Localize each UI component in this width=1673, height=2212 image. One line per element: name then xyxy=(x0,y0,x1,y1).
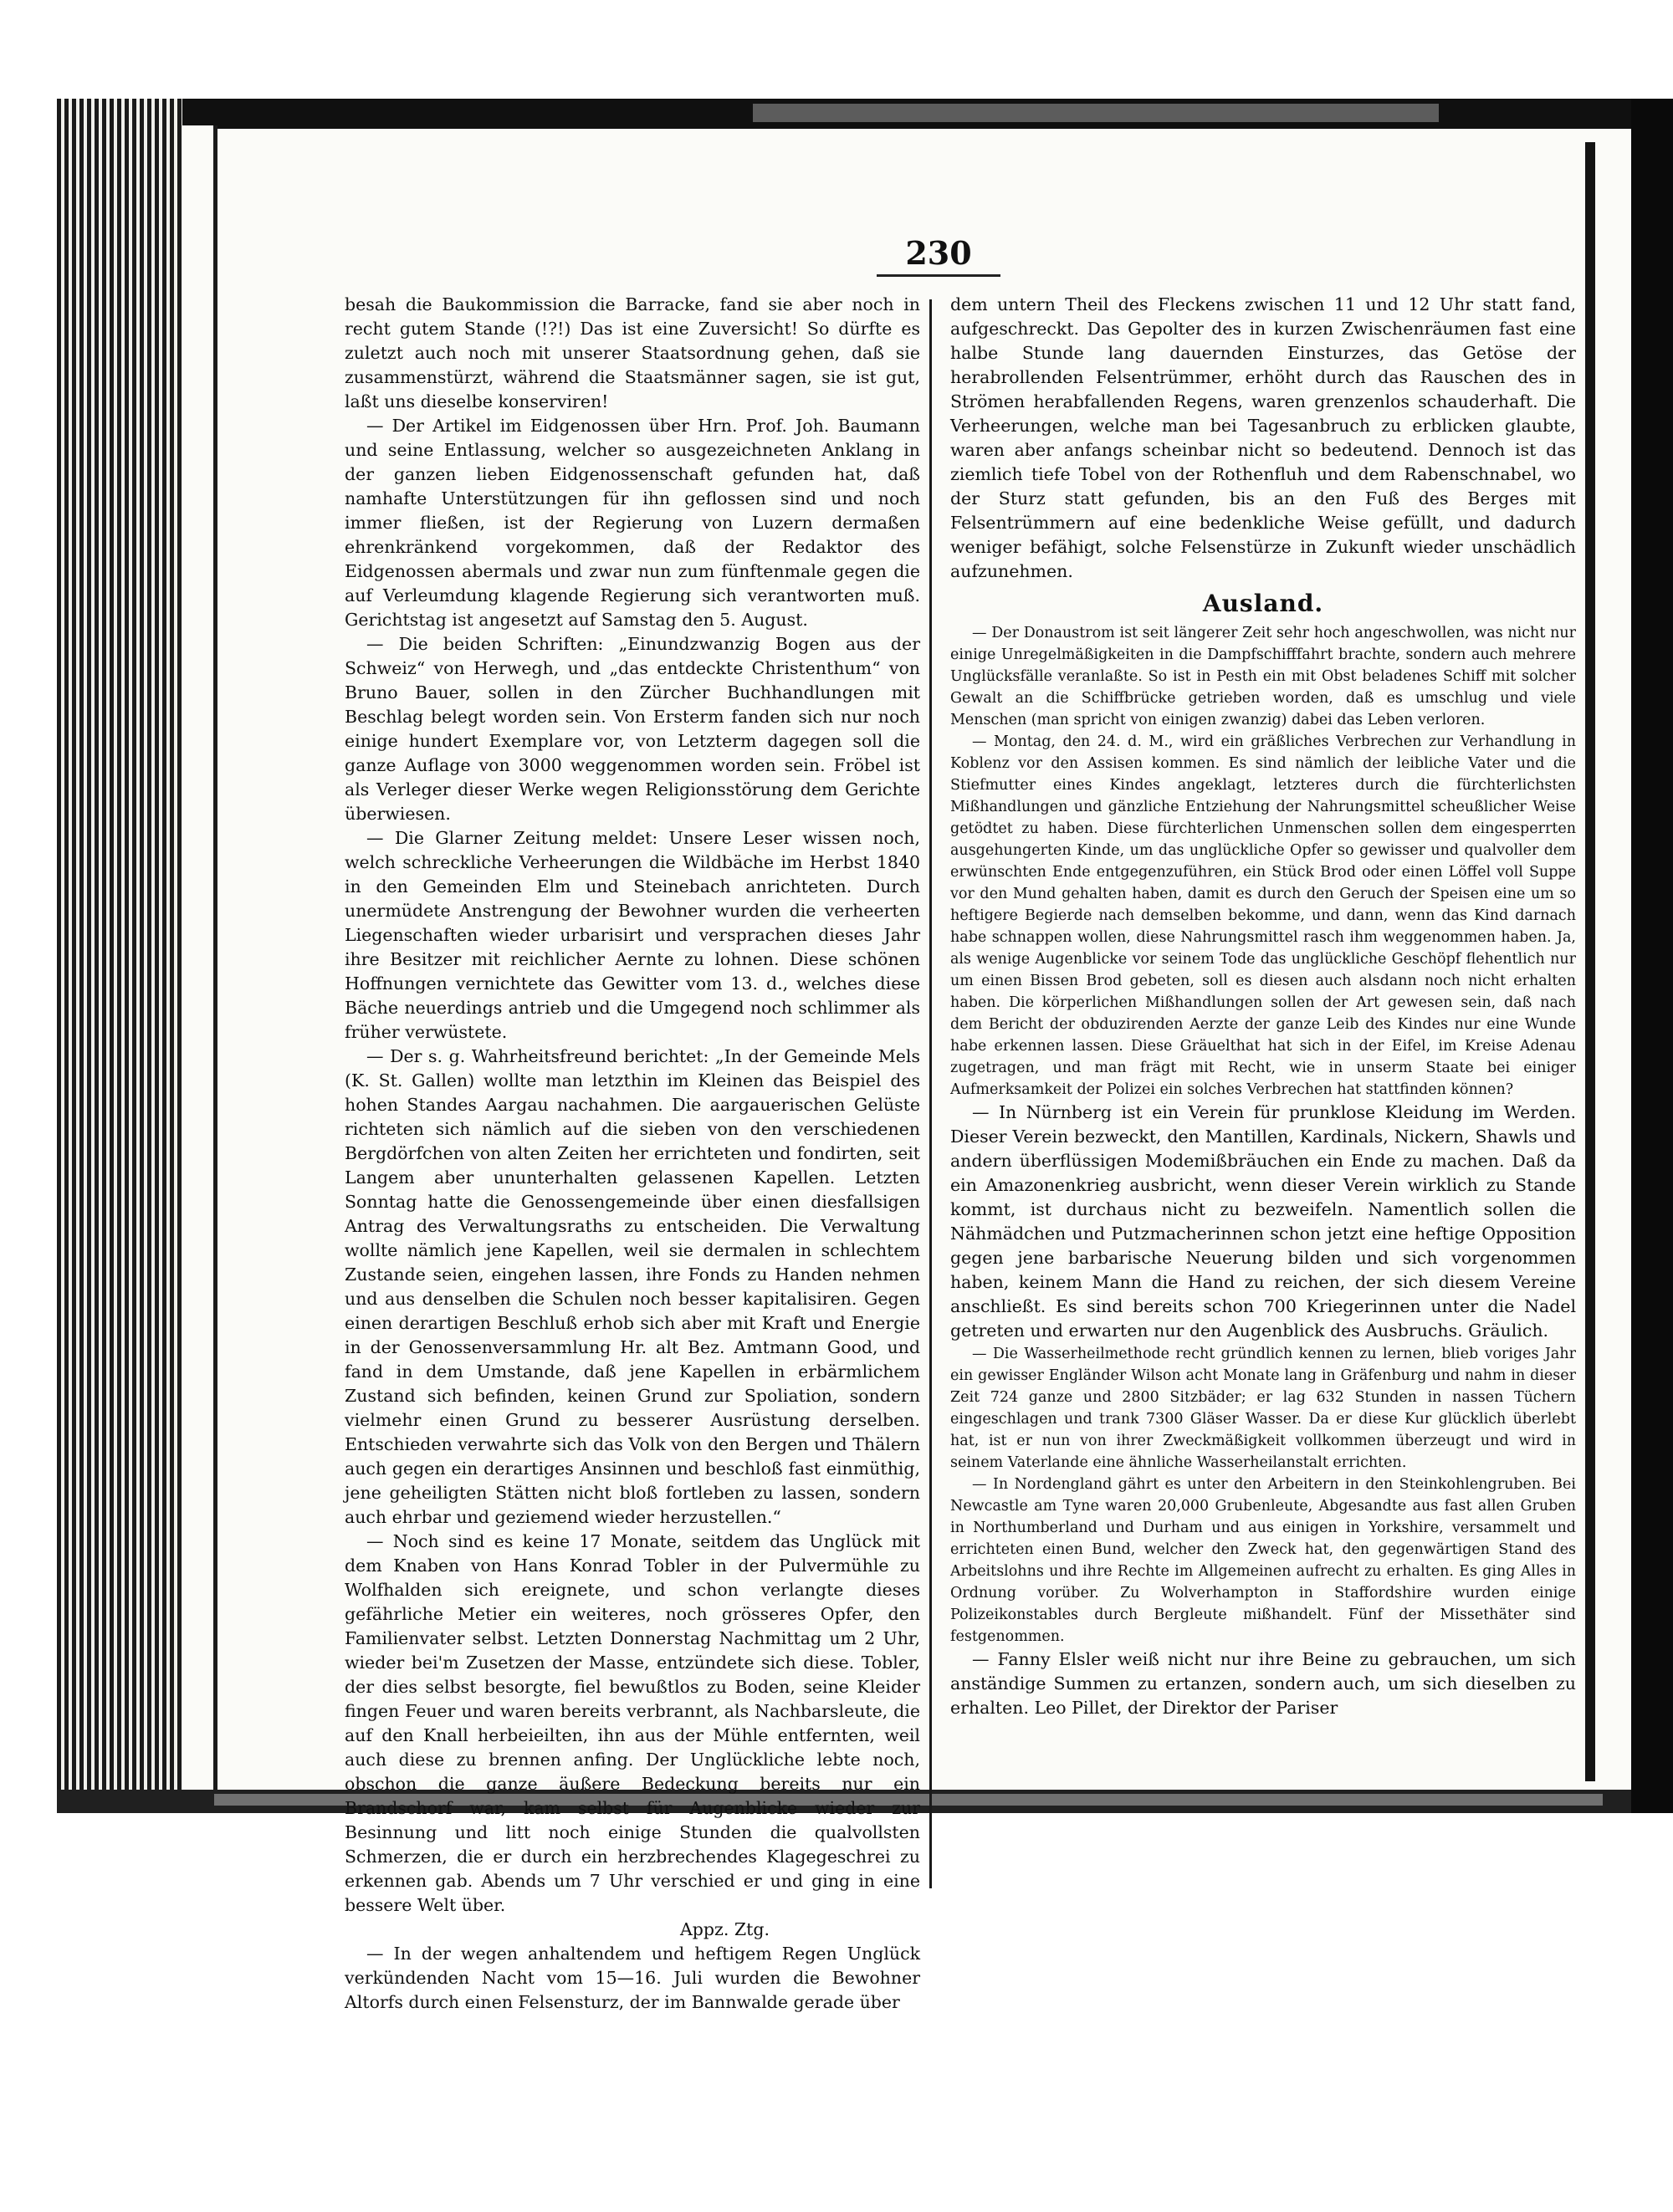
source-attribution: Appz. Ztg. xyxy=(679,1919,770,1939)
article-paragraph: — Der Donaustrom ist seit längerer Zeit sehr hoch angeschwollen, was nicht nur einige Unregelmäßigkeiten in die Dampfschifffahrt brachte, sondern auch mehrere Unglücksfälle veranlaßte. So ist in Pesth ein mit Obst beladenes Schiff mit solcher Gewalt an die Schiffbrücke getrieben worden, daß es umschlug und viele Menschen (man spricht von einigen zwanzig) dabei das Leben verloren. xyxy=(950,625,1576,728)
article-paragraph: — Die beiden Schriften: „Einundzwanzig Bogen aus der Schweiz“ von Herwegh, und „das entdeckte Christenthum“ von Bruno Bauer, sollen in den Zürcher Buchhandlungen mit Beschlag belegt worden sein. Von Ersterm fanden sich nur noch einige hundert Exemplare vor, von Letzterm dagegen soll die ganze Auflage von 3000 weggenommen worden sein. Fröbel ist als Verleger dieser Werke wegen Religionsstörung dem Gerichte überwiesen. xyxy=(345,634,920,824)
article-paragraph: besah die Baukommission die Barracke, fand sie aber noch in recht gutem Stande (!?!) Das ist eine Zuversicht! So dürfte es zuletzt auch noch mit unserer Staatsordnung gehen, daß sie zusammenstürzt, während die Staatsmänner sagen, sie ist gut, laßt uns dieselbe konserviren! xyxy=(345,294,920,411)
page-margin-left xyxy=(182,125,214,1813)
article-paragraph: — Der s. g. Wahrheitsfreund berichtet: „In der Gemeinde Mels (K. St. Gallen) wollte man letzthin im Kleinen das Beispiel des hohen Standes Aargau nachahmen. Die aargauerischen Gelüste richteten sich nämlich auf die sieben von den verschiedenen Bergdörfchen von alten Zeiten her errichteten und fondirten, seit Langem aber ununterhalten gelassenen Kapellen. Letzten Sonntag hatte die Genossengemeinde über einen diesfallsigen Antrag des Verwaltungsraths zu entscheiden. Die Verwaltung wollte nämlich jene Kapellen, weil sie dermalen in schlechtem Zustande seien, eingehen lassen, ihre Fonds zu Handen nehmen und aus denselben die Schulen noch besser kapitalisiren. Gegen einen derartigen Beschluß erhob sich aber mit Kraft und Energie in der Genossenversammlung Hr. alt Bez. Amtmann Good, und fand in dem Umstande, daß jene Kapellen in erbärmlichem Zustand sich befinden, keinen Grund zur Spoliation, sondern vielmehr einen Grund zu besserer Ausrüstung derselben. Entschieden verwahrte sich das Volk von den Bergen und Thälern auch gegen ein derartiges Ansinnen und beschloß fast einmüthig, jene geheiligten Stätten nicht bloß fortleben zu lassen, sondern auch ehrbar und geziemend wieder herzustellen.“ xyxy=(345,1046,920,1527)
article-paragraph: — Montag, den 24. d. M., wird ein gräßliches Verbrechen zur Verhandlung in Koblenz vor den Assisen kommen. Es sind nämlich der leibliche Vater und die Stiefmutter eines Kindes angeklagt, letzteres durch die fürchterlichsten Mißhandlungen und gänzliche Entziehung der Nahrungsmittel scheußlicher Weise getödtet zu haben. Diese fürchterlichen Unmenschen sollen dem eingesperrten ausgehungerten Kinde, um das unglückliche Opfer so gewisser und qualvoller dem erwünschten Ende entgegenzuführen, ein Stück Brod oder einen Löffel voll Suppe vor den Mund gehalten haben, damit es durch den Geruch der Speisen eine um so heftigere Begierde nach demselben bekomme, und dann, wenn das Kind darnach habe schnappen wollen, diese Nahrungsmittel rasch ihm weggenommen haben. Ja, als wenige Augenblicke vor seinem Tode das unglückliche Geschöpf flehentlich nur um einen Bissen Brod gebeten, soll es diesen auch alsdann noch nicht erhalten haben. Die körperlichen Mißhandlungen sollen der Art gewesen sein, daß nach dem Bericht der obduzirenden Aerzte der ganze Leib des Kindes nur eine Wunde habe erkennen lassen. Diese Gräuelthat hat sich in der Eifel, im Kreise Adenau zugetragen, und man frägt mit Recht, wie in unserm Staate bei einiger Aufmerksamkeit der Polizei ein solches Verbrechen hat stattfinden können? xyxy=(950,733,1576,1098)
scan-border-top-highlight xyxy=(753,104,1439,122)
article-paragraph: — Der Artikel im Eidgenossen über Hrn. Prof. Joh. Baumann und seine Entlassung, welcher so ausgezeichneten Anklang in der ganzen lieben Eidgenossenschaft gefunden hat, daß namhafte Unterstützungen für ihn geflossen sind und noch immer fließen, ist der Regierung von Luzern dermaßen ehrenkränkend vorgekommen, daß der Redaktor des Eidgenossen abermals und zwar nun zum fünftenmale gegen die auf Verleumdung klagende Regierung sich verantworten muß. Gerichtstag ist angesetzt auf Samstag den 5. August. xyxy=(345,416,920,630)
article-paragraph: — Noch sind es keine 17 Monate, seitdem das Unglück mit dem Knaben von Hans Konrad Tobler in der Pulvermühle zu Wolfhalden sich ereignete, und schon verlangte dieses gefährliche Metier ein weiteres, noch grösseres Opfer, den Familienvater selbst. Letzten Donnerstag Nachmittag um 2 Uhr, wieder bei'm Zusetzen der Masse, entzündete sich diese. Tobler, der dies selbst besorgte, fiel bewußtlos zu Boden, seine Kleider fingen Feuer und waren bereits verbrannt, als Nachbarsleute, die auf den Knall herbeieilten, ihn aus der Mühle entfernten, weil auch diese zu brennen anfing. Der Unglückliche lebte noch, obschon die ganze äußere Bedeckung bereits nur ein Brandschorf war, kam selbst für Augenblicke wieder zur Besinnung und litt noch einige Stunden die qualvollsten Schmerzen, die er durch ein herzbrechendes Klagegeschrei zu erkennen gab. Abends um 7 Uhr verschied er und ging in eine bessere Welt über. xyxy=(345,1531,920,1915)
article-paragraph: — Die Wasserheilmethode recht gründlich kennen zu lernen, blieb voriges Jahr ein gewisser Engländer Wilson acht Monate lang in Gräfenburg und nahm in dieser Zeit 724 ganze und 2800 Sitzbäder; er lag 632 Stunden in nassen Tüchern eingeschlagen und trank 7300 Gläser Wasser. Da er diese Kur glücklich überlebt hat, ist er nun von ihrer Zweckmäßigkeit vollkommen überzeugt und wird in seinem Vaterlande eine ähnliche Wasserheilanstalt errichten. xyxy=(950,1346,1576,1471)
book-spine-edge xyxy=(57,99,182,1813)
article-paragraph: — In Nordengland gährt es unter den Arbeitern in den Steinkohlengruben. Bei Newcastle am Tyne waren 20,000 Grubenleute, Abgesandte aus fast allen Gruben in Northumberland und Durham und aus einigen in Yorkshire, versammelt und errichteten einen Bund, welcher den Zweck hat, den gegenwärtigen Stand des Arbeitslohns und ihre Rechte im Allgemeinen aufrecht zu erhalten. Es ging Alles in Ordnung vorüber. Zu Wolverhampton in Staffordshire wurden einige Polizeikonstables durch Bergleute mißhandelt. Fünf der Missethäter sind festgenommen. xyxy=(950,1476,1576,1645)
column-divider xyxy=(929,299,932,1888)
left-column xyxy=(345,293,920,2015)
article-paragraph: — In der wegen anhaltendem und heftigem Regen Unglück verkündenden Nacht vom 15—16. Juli wurden die Bewohner Altorfs durch einen Felsensturz, der im Bannwalde gerade über xyxy=(345,1944,920,2012)
section-heading-ausland: Ausland. xyxy=(1202,590,1324,617)
page-number: 230 xyxy=(905,234,972,272)
article-paragraph: — Fanny Elsler weiß nicht nur ihre Beine zu gebrauchen, um sich anständige Summen zu ertanzen, sondern auch, um sich dieselben zu erhalten. Leo Pillet, der Direktor der Pariser xyxy=(950,1649,1576,1718)
article-paragraph: — Die Glarner Zeitung meldet: Unsere Leser wissen noch, welch schreckliche Verheerungen die Wildbäche im Herbst 1840 in den Gemeinden Elm und Steinebach anrichteten. Durch unermüdete Anstrengung der Bewohner wurden die verheerten Liegenschaften wieder urbarisirt und versprachen dieses Jahr ihre Besitzer mit reichlicher Aernte zu lohnen. Diese schönen Hoffnungen vernichtete das Gewitter vom 13. d., welches diese Bäche neuerdings antrieb und die Umgegend noch schlimmer als früher verwüstete. xyxy=(345,828,920,1042)
scan-border-right xyxy=(1631,99,1673,1813)
scan-border-right-inner xyxy=(1585,142,1595,1781)
right-column xyxy=(950,293,1576,1720)
page-number-rule xyxy=(877,274,1000,277)
article-paragraph-continued: dem untern Theil des Fleckens zwischen 11 und 12 Uhr statt fand, aufgeschreckt. Das Gepolter des in kurzen Zwischenräumen fast eine halbe Stunde lang dauernden Einsturzes, das Getöse der herabrollenden Felsentrümmer, erhöht durch das Rauschen des in Strömen herabfallenden Regens, waren grenzenlos schauderhaft. Die Verheerungen, welche man bei Tagesanbruch zu erblicken glaubte, waren aber anfangs scheinbar nicht so bedeutend. Dennoch ist das ziemlich tiefe Tobel von der Rothenfluh und dem Rabenschnabel, wo der Sturz statt gefunden, bis an den Fuß des Berges mit Felsentrümmern auf eine bedenkliche Weise gefüllt, und dadurch weniger befähigt, solche Felsenstürze in Zukunft wieder unschädlich aufzunehmen. xyxy=(950,294,1576,581)
page-edge-line xyxy=(213,125,217,1813)
article-paragraph: — In Nürnberg ist ein Verein für prunklose Kleidung im Werden. Dieser Verein bezweckt, den Mantillen, Kardinals, Nickern, Shawls und andern überflüssigen Modemißbräuchen ein Ende zu machen. Daß da ein Amazonenkrieg ausbricht, wenn dieser Verein wirklich zu Stande kommt, ist durchaus nicht zu bezweifeln. Namentlich sollen die Nähmädchen und Putzmacherinnen schon jetzt eine heftige Opposition gegen jene barbarische Neuerung bilden und sich vorgenommen haben, keinem Mann die Hand zu reichen, der sich diesem Vereine anschließt. Es sind bereits schon 700 Kriegerinnen unter die Nadel getreten und erwarten nur den Augenblick des Ausbruchs. Gräulich. xyxy=(950,1102,1576,1341)
